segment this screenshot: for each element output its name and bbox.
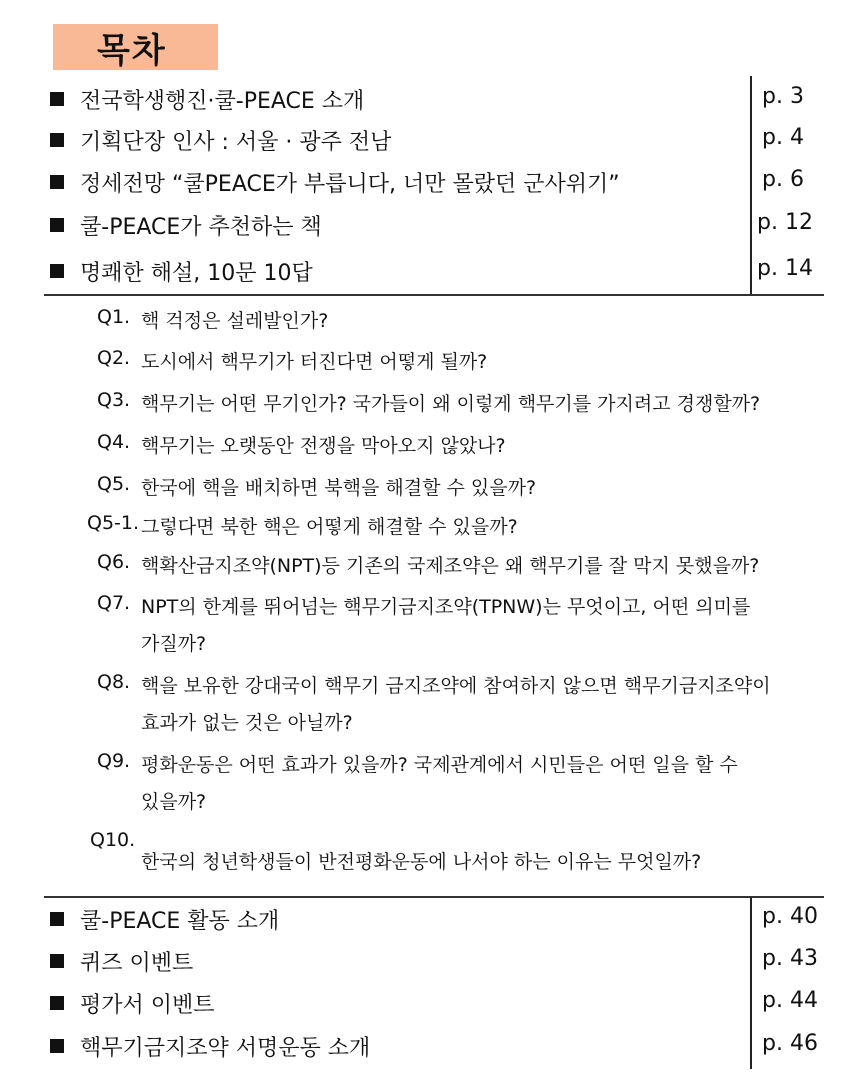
question-text[interactable]: 핵확산금지조약(NPT)등 기존의 국제조약은 왜 핵무기를 잘 막지 못했을까? <box>141 555 760 577</box>
toc-item-page: p. 14 <box>757 256 813 281</box>
toc-item[interactable] <box>44 1025 824 1067</box>
toc-item-title: 정세전망 “쿨PEACE가 부릅니다, 너만 몰랐던 군사위기” <box>80 172 620 197</box>
question-text-continued: 있을까? <box>141 791 207 813</box>
square-bullet-icon <box>50 996 64 1010</box>
toc-item-page: p. 12 <box>757 210 813 235</box>
question-text-continued: 가질까? <box>141 633 207 655</box>
toc-item[interactable] <box>44 250 824 292</box>
toc-item-title: 쿨-PEACE가 추천하는 책 <box>80 215 322 240</box>
toc-item-page: p. 43 <box>762 946 818 971</box>
toc-item-title: 기획단장 인사 : 서울 · 광주 전남 <box>80 130 392 155</box>
question-number: Q8. <box>97 671 131 693</box>
toc-title-box <box>53 24 218 70</box>
question-text[interactable]: 평화운동은 어떤 효과가 있을까? 국제관계에서 시민들은 어떤 일을 할 수 <box>141 754 738 776</box>
question-text[interactable]: 핵을 보유한 강대국이 핵무기 금지조약에 참여하지 않으면 핵무기금지조약이 <box>141 675 771 697</box>
question-number: Q5-1. <box>87 512 140 534</box>
question-number: Q7. <box>97 592 131 614</box>
toc-item[interactable] <box>44 78 824 120</box>
question-text[interactable]: 핵 걱정은 설레발인가? <box>141 310 329 332</box>
toc-item[interactable] <box>44 940 824 982</box>
toc-item-title: 핵무기금지조약 서명운동 소개 <box>80 1036 371 1061</box>
toc-item-title: 전국학생행진·쿨-PEACE 소개 <box>80 89 365 114</box>
toc-item-title: 명쾌한 해설, 10문 10답 <box>80 261 313 286</box>
page-title: 목차 <box>97 30 167 71</box>
toc-item-page: p. 3 <box>762 84 804 109</box>
question-text[interactable]: 그렇다면 북한 핵은 어떻게 해결할 수 있을까? <box>141 516 518 538</box>
square-bullet-icon <box>50 912 64 926</box>
question-text[interactable]: 도시에서 핵무기가 터진다면 어떻게 될까? <box>141 351 488 373</box>
question-text[interactable]: 한국에 핵을 배치하면 북핵을 해결할 수 있을까? <box>141 477 537 499</box>
question-number: Q10. <box>90 829 136 851</box>
toc-item-page: p. 40 <box>762 904 818 929</box>
question-number: Q5. <box>97 473 131 495</box>
square-bullet-icon <box>50 264 64 278</box>
square-bullet-icon <box>50 218 64 232</box>
question-number: Q4. <box>97 431 131 453</box>
question-text[interactable]: 핵무기는 어떤 무기인가? 국가들이 왜 이렇게 핵무기를 가지려고 경쟁할까? <box>141 393 761 415</box>
toc-item[interactable] <box>44 982 824 1024</box>
question-text[interactable]: NPT의 한계를 뛰어넘는 핵무기금지조약(TPNW)는 무엇이고, 어떤 의미를 <box>141 596 751 618</box>
toc-item[interactable] <box>44 119 824 161</box>
question-text[interactable]: 핵무기는 오랫동안 전쟁을 막아오지 않았나? <box>141 435 506 457</box>
question-number: Q2. <box>97 347 131 369</box>
question-number: Q1. <box>97 306 131 328</box>
toc-item[interactable] <box>44 898 824 940</box>
toc-item-page: p. 4 <box>762 125 804 150</box>
square-bullet-icon <box>50 954 64 968</box>
toc-item-title: 평가서 이벤트 <box>80 993 215 1018</box>
question-number: Q6. <box>97 551 131 573</box>
square-bullet-icon <box>50 1039 64 1053</box>
toc-item-page: p. 6 <box>762 167 804 192</box>
question-text[interactable]: 한국의 청년학생들이 반전평화운동에 나서야 하는 이유는 무엇일까? <box>141 851 702 873</box>
question-number: Q3. <box>97 389 131 411</box>
square-bullet-icon <box>50 133 64 147</box>
toc-item-title: 쿨-PEACE 활동 소개 <box>80 909 280 934</box>
square-bullet-icon <box>50 175 64 189</box>
question-text-continued: 효과가 없는 것은 아닐까? <box>141 712 353 734</box>
toc-item-page: p. 44 <box>762 988 818 1013</box>
toc-item-page: p. 46 <box>762 1031 818 1056</box>
question-number: Q9. <box>97 750 131 772</box>
toc-item[interactable] <box>44 204 824 246</box>
toc-item-title: 퀴즈 이벤트 <box>80 951 194 976</box>
square-bullet-icon <box>50 92 64 106</box>
toc-item[interactable] <box>44 161 824 203</box>
section-divider <box>44 294 824 296</box>
